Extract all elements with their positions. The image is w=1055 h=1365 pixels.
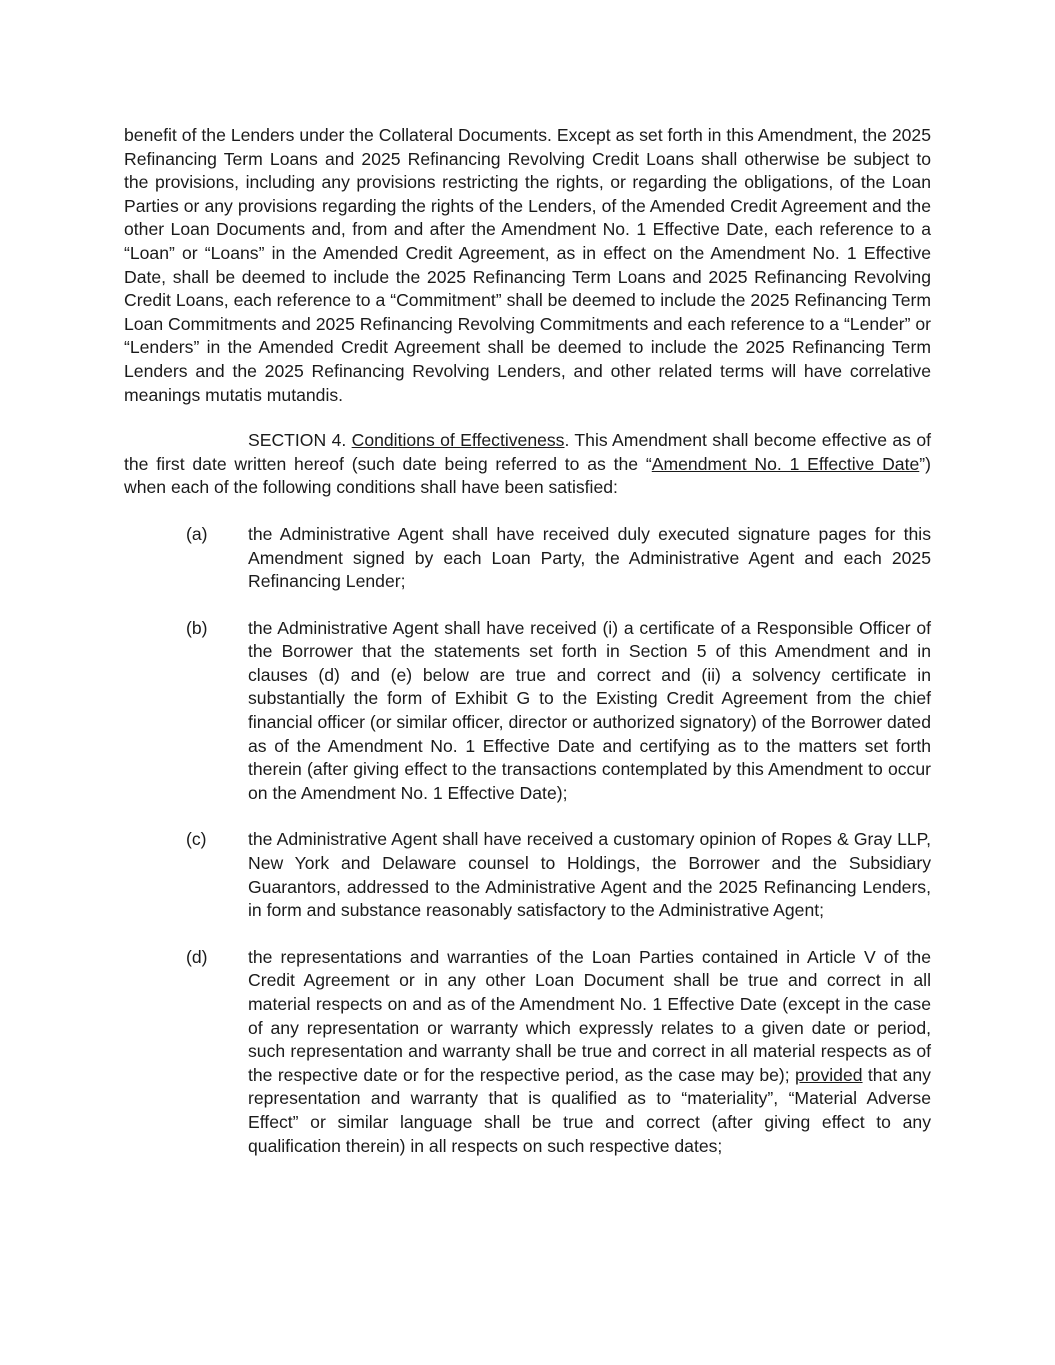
document-page (124, 124, 931, 1158)
section-heading: Conditions of Effectiveness (351, 430, 565, 451)
item-text: the Administrative Agent shall have received (i) a certificate of a Responsible Officer of the Borrower that the statements set forth in Section 5 of this Amendment and in clauses (d) and (e) below are true and correct and (ii) a solvency certificate in substantially the form of Exhibit G to the Existing Credit Agreement from the chief financial officer (or similar officer, director or authorized signatory) of the Borrower dated as of the Amendment No. 1 Effective Date and certifying as to the matters set forth therein (after giving effect to the transactions contemplated by this Amendment to occur on the Amendment No. 1 Effective Date); (248, 617, 931, 803)
condition-item-b (124, 617, 931, 806)
item-label: (b) (186, 617, 208, 638)
section-4-paragraph (124, 429, 931, 500)
condition-item-d (124, 946, 931, 1158)
condition-item-c (124, 828, 931, 922)
item-text-part1: the representations and warranties of the Loan Parties contained in Article V of the Credit Agreement or in any other Loan Document shall be true and correct in all material respects on and as of the Amendment No. 1 Effective Date (except in the case of any representation or warranty which expressly relates to a given date or period, such representation and warranty shall be true and correct in all material respects as of the respective date or for the respective period, as the case may be); (248, 946, 931, 1085)
defined-term: Amendment No. 1 Effective Date (651, 453, 920, 474)
section-number: SECTION 4. (248, 430, 347, 451)
item-label: (d) (186, 946, 208, 967)
section-intro-part1: . This Amendment shall become effective as of the first date written hereof (such date being referred to as the “ (124, 430, 931, 474)
section-intro-part2: ”) when each of the following conditions shall have been satisfied: (124, 453, 931, 498)
item-label: (a) (186, 523, 208, 544)
item-text-part2: that any representation and warranty that is qualified as to “materiality”, “Material Adverse Effect” or similar language shall be true and correct (after giving effect to any qualification therein) in all respects on such respective dates; (248, 1064, 931, 1156)
item-text: the Administrative Agent shall have received a customary opinion of Ropes & Gray LLP, New York and Delaware counsel to Holdings, the Borrower and the Subsidiary Guarantors, addressed to the Administrative Agent and the 2025 Refinancing Lenders, in form and substance reasonably satisfactory to the Administrative Agent; (248, 829, 931, 921)
continuation-paragraph: benefit of the Lenders under the Collateral Documents. Except as set forth in this Amendment, the 2025 Refinancing Term Loans and 2025 Refinancing Revolving Credit Loans shall otherwise be subject to the provisions, including any provisions restricting the rights, or regarding the obligations, of the Loan Parties or any provisions regarding the rights of the Lenders, of the Amended Credit Agreement and the other Loan Documents and, from and after the Amendment No. 1 Effective Date, each reference to a “Loan” or “Loans” in the Amended Credit Agreement, as in effect on the Amendment No. 1 Effective Date, shall be deemed to include the 2025 Refinancing Term Loans and 2025 Refinancing Revolving Credit Loans, each reference to a “Commitment” shall be deemed to include the 2025 Refinancing Term Loan Commitments and 2025 Refinancing Revolving Commitments and each reference to a “Lender” or “Lenders” in the Amended Credit Agreement shall be deemed to include the 2025 Refinancing Term Lenders and the 2025 Refinancing Revolving Lenders, and other related terms will have correlative meanings mutatis mutandis. (124, 125, 931, 405)
item-text: the Administrative Agent shall have received duly executed signature pages for this Amendment signed by each Loan Party, the Administrative Agent and each 2025 Refinancing Lender; (248, 523, 931, 592)
provided-term: provided (795, 1064, 863, 1085)
condition-item-a (124, 523, 931, 594)
item-label: (c) (186, 829, 207, 850)
